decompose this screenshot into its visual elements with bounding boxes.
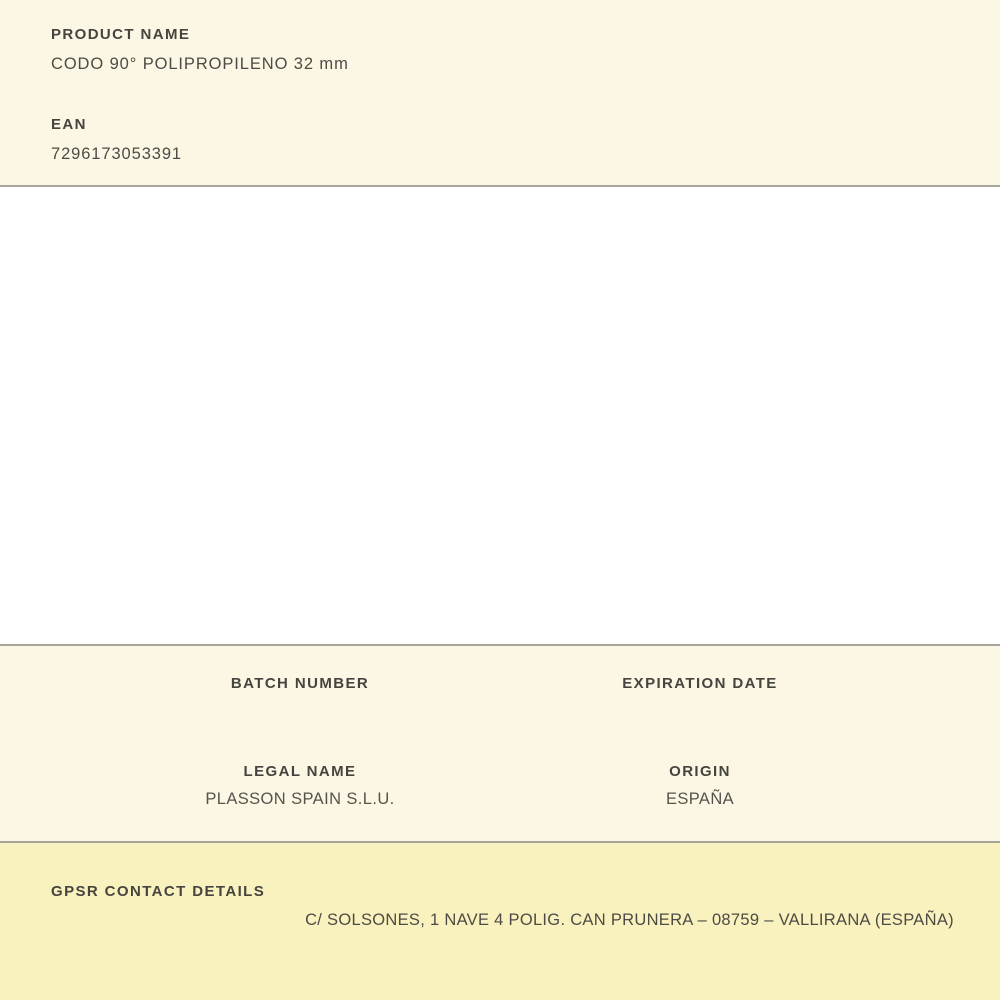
product-name-field <box>51 24 949 78</box>
empty-content-area <box>0 187 1000 644</box>
origin-value: ESPAÑA <box>665 790 735 808</box>
ean-value: 7296173053391 <box>51 145 182 163</box>
expiration-date-label: EXPIRATION DATE <box>622 675 778 692</box>
origin-label: ORIGIN <box>669 763 731 780</box>
expiration-date-field <box>500 672 900 726</box>
expiration-date-value <box>500 696 900 726</box>
product-name-value: CODO 90° POLIPROPILENO 32 mm <box>51 55 349 73</box>
product-header-section <box>0 0 1000 187</box>
ean-label: EAN <box>51 116 87 133</box>
batch-number-field <box>100 672 500 726</box>
info-grid <box>100 672 900 843</box>
legal-name-field <box>100 760 500 814</box>
legal-name-label: LEGAL NAME <box>243 763 357 780</box>
legal-name-value: PLASSON SPAIN S.L.U. <box>205 790 395 808</box>
gpsr-contact-label: GPSR CONTACT DETAILS <box>51 883 266 900</box>
origin-field <box>500 760 900 814</box>
gpsr-contact-section <box>0 843 1000 1000</box>
product-name-label: PRODUCT NAME <box>51 26 191 43</box>
gpsr-contact-address: C/ SOLSONES, 1 NAVE 4 POLIG. CAN PRUNERA – 08759 – VALLIRANA (ESPAÑA) <box>305 911 954 929</box>
batch-number-label: BATCH NUMBER <box>230 675 370 692</box>
info-section <box>0 644 1000 843</box>
ean-field <box>51 114 949 168</box>
batch-number-value <box>100 696 500 726</box>
